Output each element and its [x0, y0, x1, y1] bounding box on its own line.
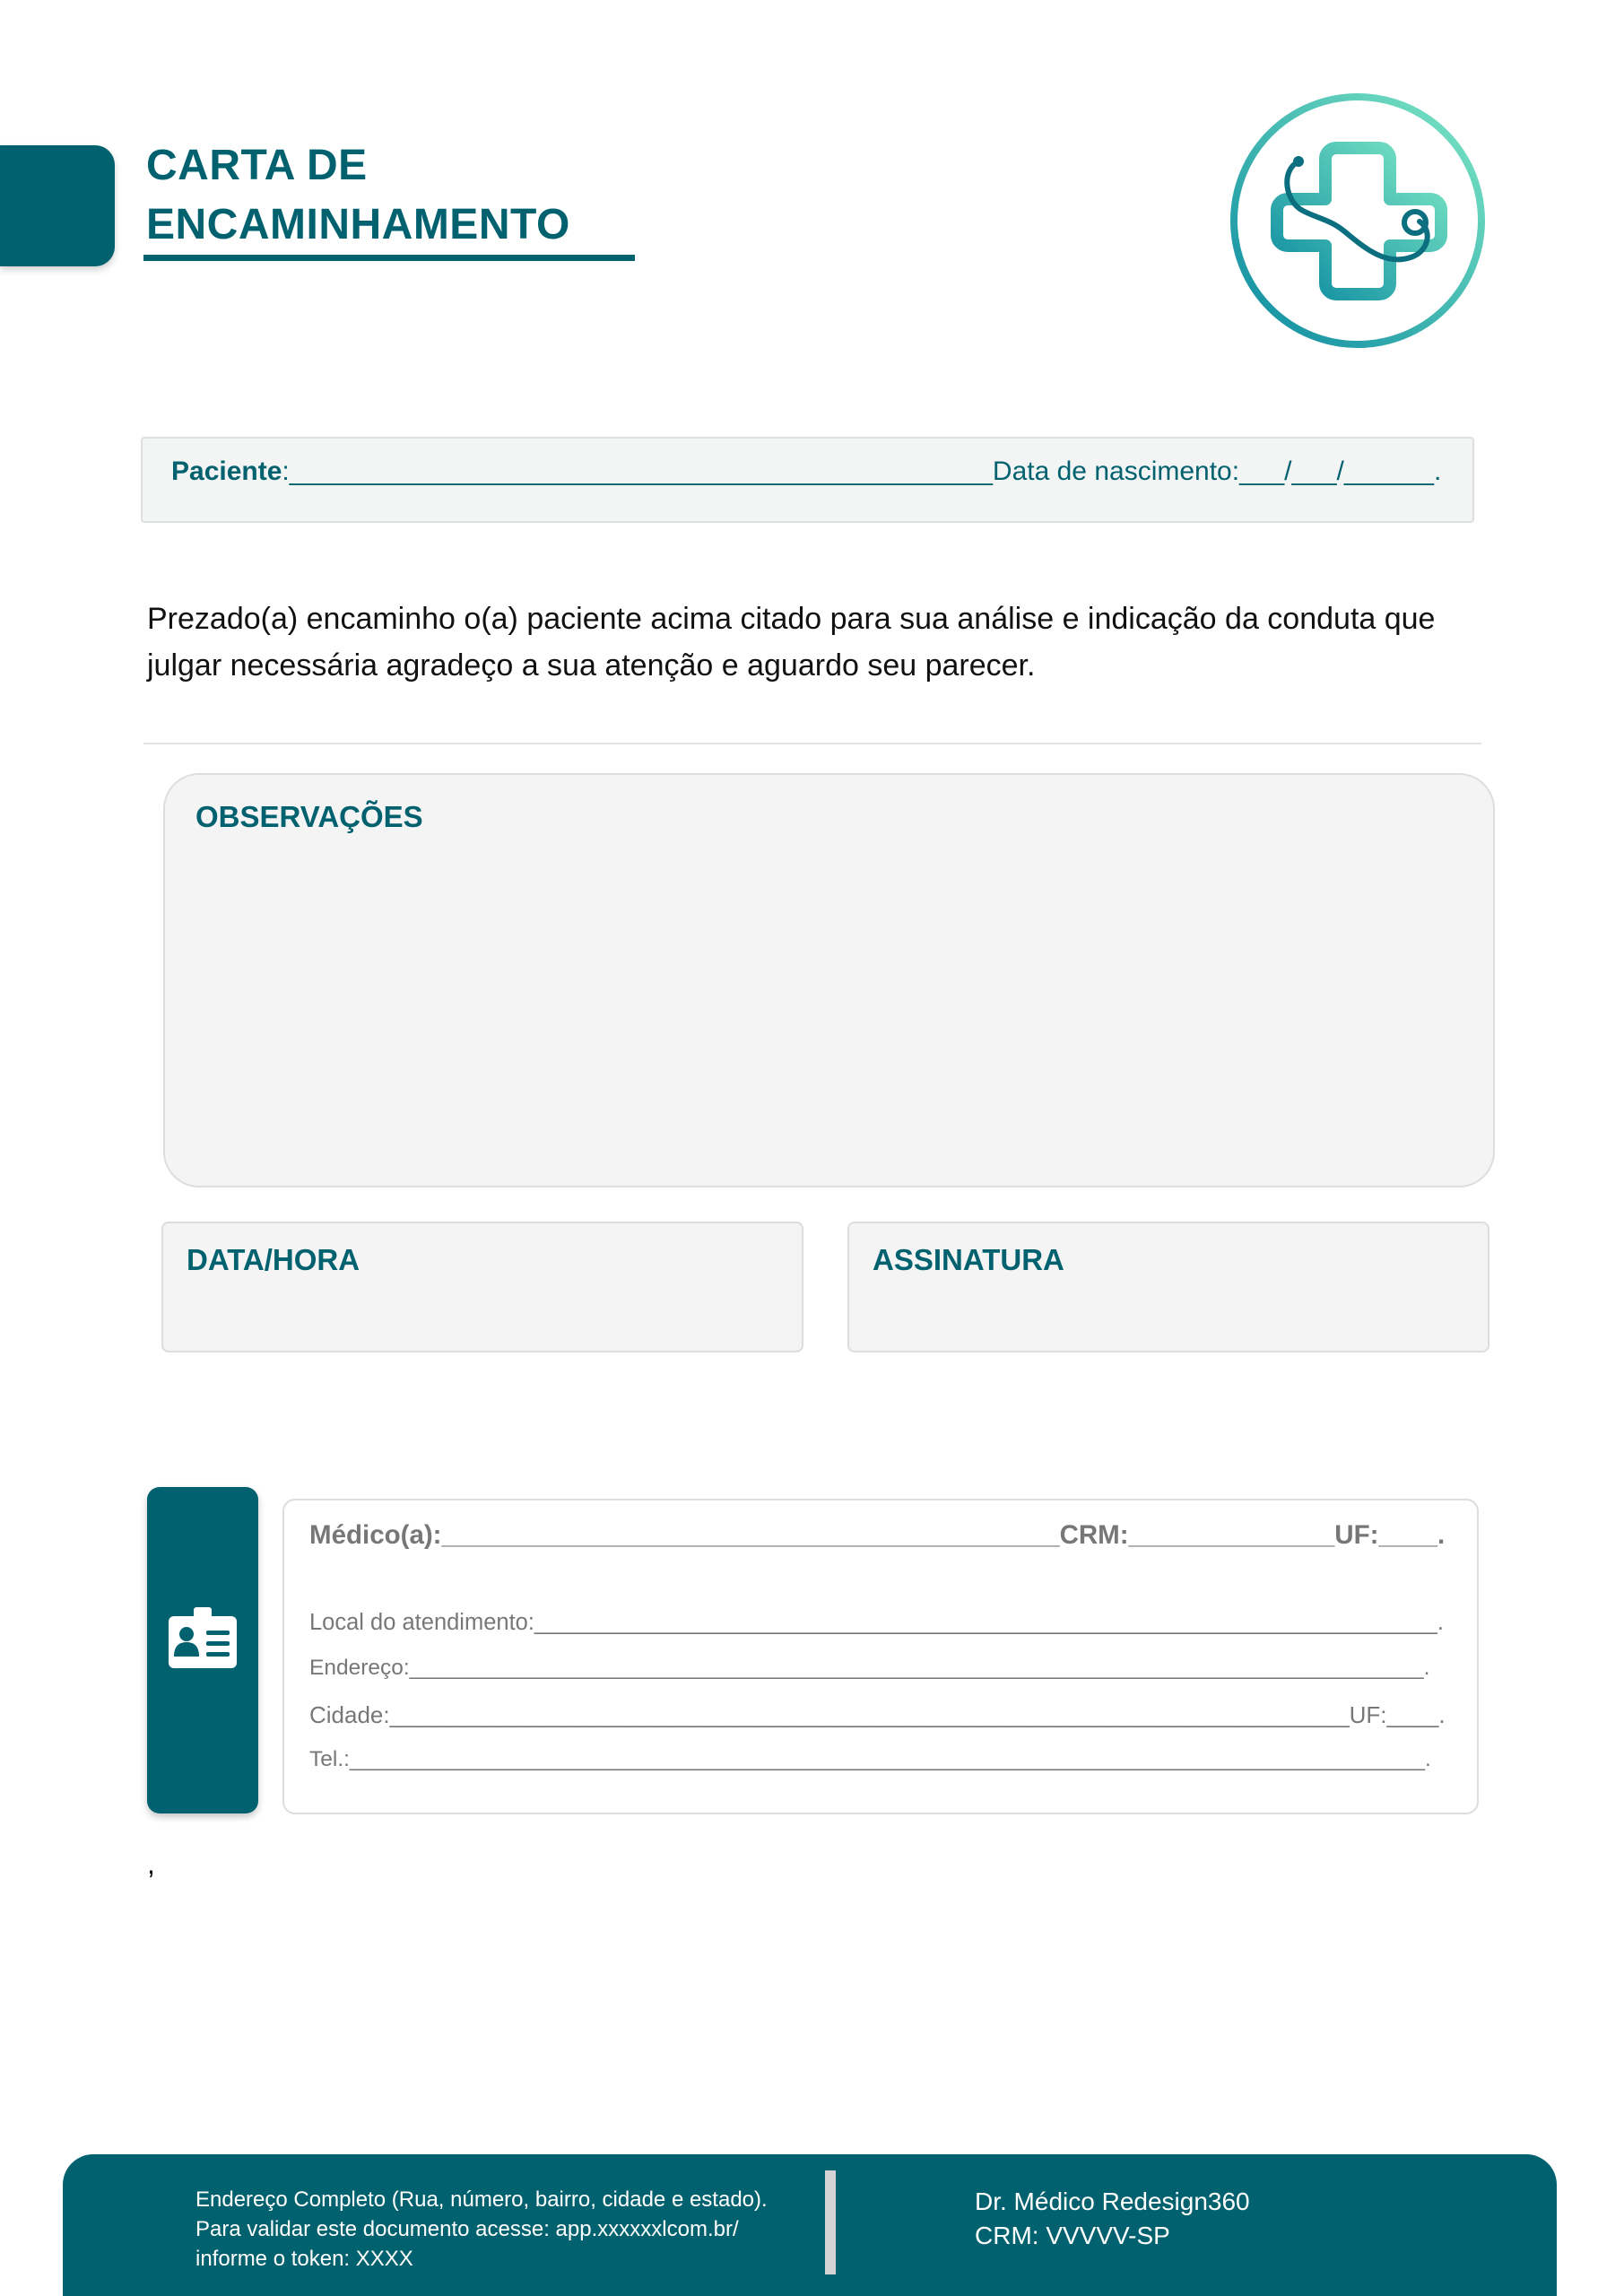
referral-text: Prezado(a) encaminho o(a) paciente acima citado para sua análise e indicação da conduta que julgar necessária agradeço a sua atenção e aguardo seu parecer. [147, 602, 1436, 683]
address-field[interactable]: Endereço:___________________________________________________________________________________. [309, 1656, 1430, 1680]
footer-validate-link[interactable]: Para validar este documento acesse: app.xxxxxxlcom.br/ [195, 2217, 739, 2241]
city-field[interactable]: Cidade:__________________________________________________________________________UF:____. [309, 1701, 1446, 1728]
footer-doctor-block [975, 2185, 1250, 2253]
footer-address: Endereço Completo (Rua, número, bairro, cidade e estado). [195, 2187, 768, 2212]
signature-box[interactable] [847, 1222, 1489, 1352]
divider [143, 743, 1481, 744]
doctor-id-tab [147, 1487, 258, 1813]
patient-name-field[interactable]: :_______________________________________________ [282, 457, 993, 486]
medical-cross-stethoscope-icon [1227, 90, 1489, 352]
service-location-field[interactable]: Local do atendimento:_______________________________________________________________________. [309, 1610, 1444, 1635]
footer-crm: CRM: VVVVV-SP [975, 2222, 1170, 2249]
observations-box[interactable] [163, 773, 1495, 1187]
footer-separator [825, 2170, 836, 2274]
footer [63, 2154, 1557, 2296]
footer-address-block [195, 2185, 823, 2274]
header-accent-tab [0, 145, 115, 266]
footer-doctor-name: Dr. Médico Redesign360 [975, 2187, 1250, 2215]
signature-label: ASSINATURA [873, 1243, 1064, 1276]
patient-row [171, 457, 1441, 487]
doctor-name-field[interactable]: Médico(a):__________________________________________CRM:______________UF:____. [309, 1520, 1446, 1550]
title-line-2: ENCAMINHAMENTO [146, 201, 570, 248]
title-underline [143, 255, 635, 261]
stray-comma: , [147, 1848, 155, 1880]
patient-label: Paciente [171, 457, 282, 486]
observations-label: OBSERVAÇÕES [195, 800, 423, 833]
title-line-1: CARTA DE [146, 142, 368, 189]
datetime-box[interactable] [161, 1222, 803, 1352]
birth-date-field[interactable]: Data de nascimento:___/___/______. [992, 457, 1442, 486]
doctor-info-box [282, 1499, 1479, 1814]
phone-field[interactable]: Tel.:________________________________________________________________________________________. [309, 1747, 1431, 1771]
patient-info-bar [141, 437, 1474, 523]
id-card-icon [167, 1607, 239, 1670]
footer-token: informe o token: XXXX [195, 2247, 413, 2271]
datetime-label: DATA/HORA [187, 1243, 360, 1276]
page-title [146, 136, 639, 255]
